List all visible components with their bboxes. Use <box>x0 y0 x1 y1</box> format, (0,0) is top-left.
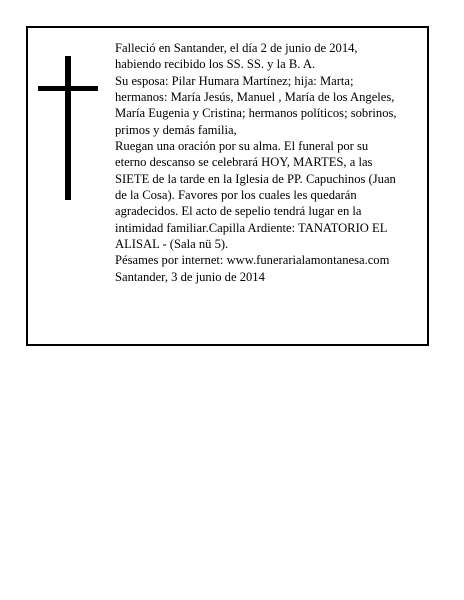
notice-line: María Eugenia y Cristina; hermanos políticos; sobrinos, <box>115 106 397 121</box>
notice-text <box>115 40 423 285</box>
notice-line: Santander, 3 de junio de 2014 <box>115 269 265 284</box>
notice-line: Pésames por internet: www.funerarialamontanesa.com <box>115 253 390 268</box>
notice-line: Falleció en Santander, el día 2 de junio de 2014, <box>115 41 358 55</box>
cross-icon <box>38 56 98 200</box>
notice-line: hermanos: María Jesús, Manuel , María de los Angeles, <box>115 90 395 105</box>
notice-line: intimidad familiar.Capilla Ardiente: TANATORIO EL <box>115 220 388 235</box>
notice-line: eterno descanso se celebrará HOY, MARTES, a las <box>115 155 373 170</box>
notice-line: SIETE de la tarde en la Iglesia de PP. Capuchinos (Juan <box>115 171 396 186</box>
notice-line: de la Cosa). Favores por los cuales les quedarán <box>115 188 357 203</box>
cross-horizontal-bar <box>38 86 98 91</box>
notice-line: primos y demás familia, <box>115 122 237 137</box>
cross-vertical-bar <box>65 56 71 200</box>
notice-line: ALISAL - (Sala nü 5). <box>115 237 229 252</box>
notice-line: habiendo recibido los SS. SS. y la B. A. <box>115 57 316 72</box>
obituary-notice <box>26 26 429 346</box>
notice-line: Su esposa: Pilar Humara Martínez; hija: Marta; <box>115 73 354 88</box>
notice-line: Ruegan una oración por su alma. El funeral por su <box>115 139 369 154</box>
notice-line: agradecidos. El acto de sepelio tendrá lugar en la <box>115 204 362 219</box>
